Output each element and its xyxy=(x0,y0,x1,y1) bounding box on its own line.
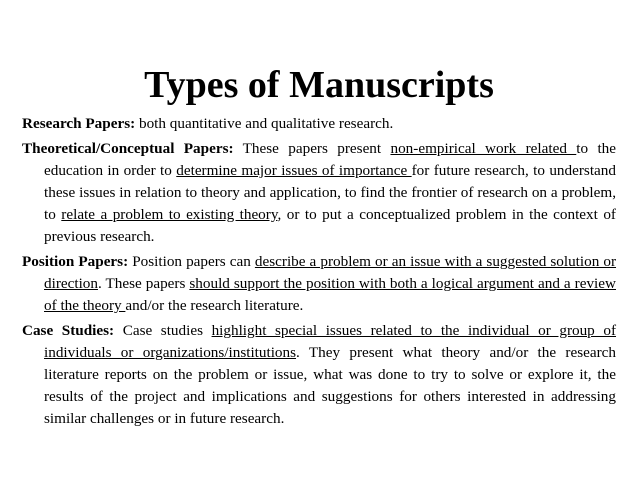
body-text: These papers present xyxy=(233,140,391,157)
underlined-phrase: highlight special issues related to the individual or group of individuals or organizations/institutions xyxy=(44,322,617,361)
underlined-phrase: relate a problem to existing theory xyxy=(61,206,278,223)
paragraph-research-papers xyxy=(22,113,616,135)
underlined-phrase: describe a problem or an issue with a suggested solution or direction xyxy=(44,253,617,292)
body-text: Case studies xyxy=(114,322,212,339)
term-label: Case Studies: xyxy=(22,322,115,339)
underlined-phrase: non-empirical work related xyxy=(390,140,577,157)
term-label: Research Papers: xyxy=(22,115,136,132)
body-text: Position papers can xyxy=(128,253,255,270)
term-label: Theoretical/Conceptual Papers: xyxy=(22,140,234,157)
slide-body xyxy=(22,113,616,433)
paragraph-theoretical-conceptual-papers xyxy=(22,138,616,248)
underlined-phrase: determine major issues of importance xyxy=(176,162,412,179)
body-text: and/or the research literature. xyxy=(125,297,304,314)
paragraph-position-papers xyxy=(22,251,616,317)
paragraph-case-studies xyxy=(22,320,616,430)
body-text: to the education in order to xyxy=(44,140,617,179)
slide-title: Types of Manuscripts xyxy=(144,64,494,106)
body-text: both quantitative and qualitative research. xyxy=(135,115,394,132)
body-text: , or to put a conceptualized problem in the context of previous research. xyxy=(44,206,616,245)
body-text: . They present what theory and/or the research literature reports on the problem or issue, what was done to try to solve or explore it, the results of the project and implications and suggestions for others interested in addressing similar challenges or in future research. xyxy=(44,344,616,427)
body-text: . These papers xyxy=(97,275,190,292)
term-label: Position Papers: xyxy=(22,253,129,270)
underlined-phrase: should support the position with both a logical argument and a review of the theory xyxy=(44,275,616,314)
body-text: for future research, to understand these issues in relation to theory and application, to find the frontier of research on a problem, to xyxy=(44,162,616,223)
